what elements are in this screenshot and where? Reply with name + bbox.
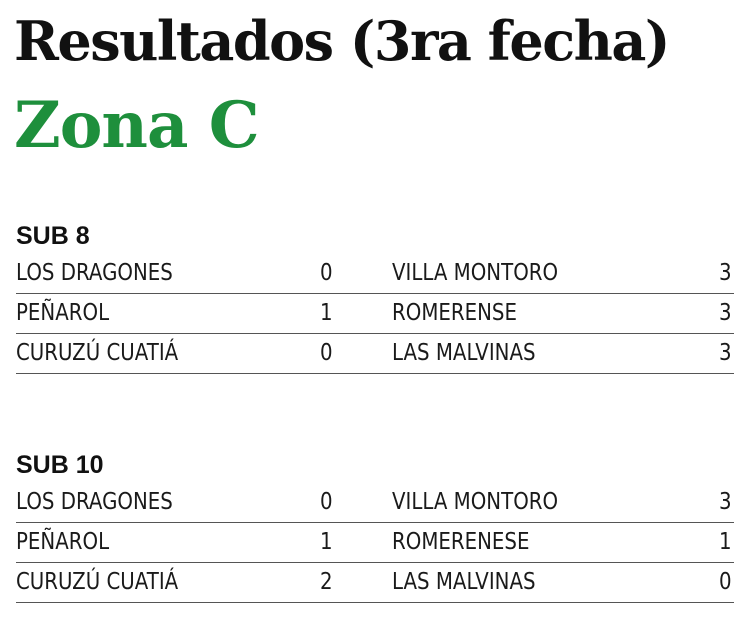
section-title: SUB 10 [16,451,104,479]
home-score: 0 [320,489,333,515]
results-section-sub10 [16,447,734,603]
match-row [16,334,734,374]
home-team: CURUZÚ CUATIÁ [16,340,179,366]
match-row [16,254,734,294]
away-score: 1 [719,529,732,555]
away-team: ROMERENESE [392,529,530,555]
away-score: 3 [719,300,732,326]
away-team: LAS MALVINAS [392,340,536,366]
away-score: 3 [719,489,732,515]
home-team: PEÑAROL [16,529,110,555]
away-team: VILLA MONTORO [392,489,559,515]
home-score: 0 [320,340,333,366]
home-team: LOS DRAGONES [16,260,173,286]
home-team: PEÑAROL [16,300,110,326]
results-section-sub8 [16,218,734,374]
away-team: LAS MALVINAS [392,569,536,595]
zone-title: Zona C [14,88,259,163]
match-row [16,523,734,563]
home-score: 1 [320,300,333,326]
away-score: 0 [719,569,732,595]
away-score: 3 [719,340,732,366]
home-score: 0 [320,260,333,286]
home-team: CURUZÚ CUATIÁ [16,569,179,595]
away-team: ROMERENSE [392,300,517,326]
home-score: 2 [320,569,333,595]
page-title: Resultados (3ra fecha) [14,9,669,73]
home-team: LOS DRAGONES [16,489,173,515]
home-score: 1 [320,529,333,555]
match-row [16,563,734,603]
match-row [16,294,734,334]
section-title: SUB 8 [16,222,90,250]
match-row [16,483,734,523]
away-score: 3 [719,260,732,286]
away-team: VILLA MONTORO [392,260,559,286]
